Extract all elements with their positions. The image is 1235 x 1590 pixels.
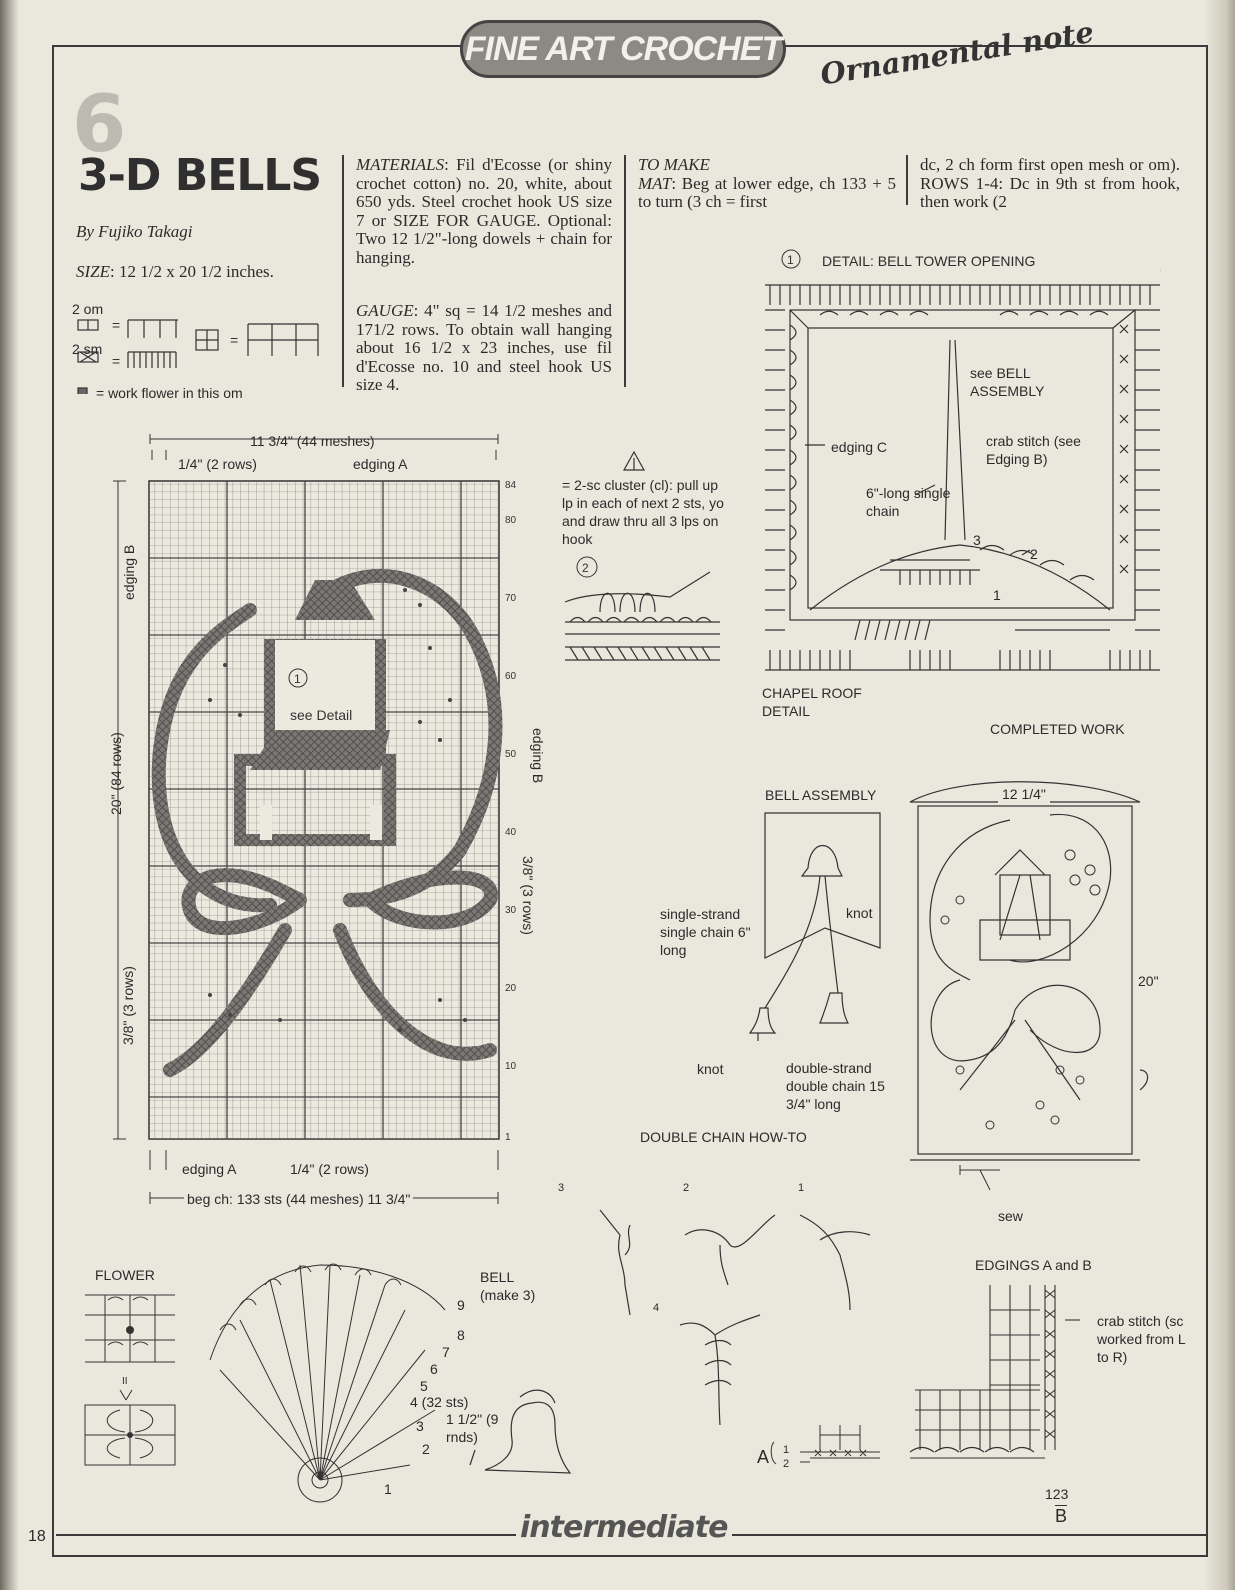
svg-text:50: 50 — [505, 749, 517, 760]
bell-rnd-9: 9 — [457, 1297, 465, 1313]
svg-text:see Detail: see Detail — [290, 707, 353, 723]
svg-text:2: 2 — [582, 561, 589, 575]
bell-rnd-3: 3 — [416, 1418, 424, 1434]
double-strand-label: double-strand double chain 15 3/4" long — [786, 1060, 885, 1112]
svg-text:=: = — [112, 353, 121, 369]
bell-size-label: 1 1/2" (9 rnds) — [446, 1411, 499, 1445]
to-make-paragraph: TO MAKE MAT: Beg at lower edge, ch 133 + 5 to turn (3 ch = first — [638, 155, 896, 211]
chart-edging-a-top: edging A — [353, 456, 408, 472]
chart-height-label: 20" (84 rows) — [108, 732, 124, 815]
double-chain-steps-drawing — [580, 1195, 880, 1435]
edging-a-row-2: 2 — [783, 1458, 790, 1470]
bell-rnd-4: 4 (32 sts) — [410, 1394, 469, 1410]
binding-spine — [0, 0, 18, 1590]
bell-rnd-8: 8 — [457, 1327, 465, 1343]
howto-step-4: 4 — [653, 1302, 660, 1314]
flower-title: FLOWER — [95, 1267, 155, 1283]
bell-title: BELL (make 3) — [480, 1269, 536, 1303]
chart-bottom-rows: 1/4" (2 rows) — [290, 1161, 369, 1177]
edgings-crab-label: crab stitch (sc worked from L to R) — [1097, 1313, 1186, 1365]
chart-left-3rows: 3/8" (3 rows) — [120, 966, 136, 1045]
svg-text:=: = — [230, 332, 239, 348]
svg-text:60: 60 — [505, 671, 517, 682]
svg-text:70: 70 — [505, 593, 517, 604]
size-line: SIZE: 12 1/2 x 20 1/2 inches. — [76, 262, 274, 281]
edging-a-row-1: 1 — [783, 1444, 790, 1456]
chart-width-label: 11 3/4" (44 meshes) — [250, 433, 375, 449]
edgings-title: EDGINGS A and B — [975, 1257, 1092, 1273]
howto-step-1: 1 — [798, 1182, 805, 1194]
edging-b-label: B — [1055, 1506, 1068, 1526]
bell-shape-drawing — [460, 1385, 580, 1485]
howto-step-3: 3 — [558, 1182, 565, 1194]
completed-work-drawing — [900, 770, 1150, 1220]
svg-text:1: 1 — [505, 1132, 511, 1143]
crab-stitch-label: crab stitch (see Edging B) — [986, 433, 1081, 467]
chart-edging-b-right: edging B — [530, 728, 546, 784]
tower-step-1: 1 — [993, 587, 1001, 603]
chart-top-rows: 1/4" (2 rows) — [178, 456, 257, 472]
svg-text:40: 40 — [505, 827, 517, 838]
edging-a-label: A — [757, 1447, 770, 1467]
edging-a-diagram — [770, 1420, 890, 1470]
legend-sm-label: 2 sm — [72, 341, 103, 357]
cluster-diagram — [560, 552, 725, 670]
howto-step-2: 2 — [683, 1182, 690, 1194]
svg-text:1: 1 — [787, 253, 794, 267]
svg-text:10: 10 — [505, 1061, 517, 1072]
flower-chart — [80, 1290, 180, 1470]
chart-edging-b-left: edging B — [121, 544, 137, 600]
filet-chart — [100, 430, 560, 1210]
column-rule-1 — [342, 155, 344, 387]
chart-edging-a-bottom: edging A — [182, 1161, 237, 1177]
svg-text:30: 30 — [505, 905, 517, 916]
cluster-text: = 2-sc cluster (cl): pull up lp in each of next 2 sts, yo and draw thru all 3 lps on hook — [562, 477, 724, 547]
single-strand-label: single-strand single chain 6" long — [660, 906, 751, 958]
chart-right-3rows: 3/8" (3 rows) — [520, 856, 536, 935]
cluster-icon — [622, 450, 646, 474]
sew-label: sew — [998, 1208, 1023, 1224]
tower-step-2: 2 — [1030, 546, 1038, 562]
svg-text:1: 1 — [294, 672, 301, 686]
bell-rnd-1: 1 — [384, 1481, 392, 1497]
single-chain-label: 6"-long single chain — [866, 485, 951, 519]
bell-chart — [200, 1250, 470, 1530]
author: By Fujiko Takagi — [76, 222, 193, 241]
completed-width: 12 1/4" — [998, 785, 1050, 803]
pattern-number: 6 — [72, 80, 127, 170]
double-chain-howto-title: DOUBLE CHAIN HOW-TO — [640, 1129, 807, 1145]
edgings-diagram — [905, 1280, 1095, 1480]
svg-text:80: 80 — [505, 515, 517, 526]
column-rule-2 — [624, 155, 626, 387]
bell-rnd-5: 5 — [420, 1378, 428, 1394]
bell-tower-detail-diagram — [760, 270, 1180, 690]
completed-height: 20" — [1138, 973, 1159, 989]
section-banner: FINE ART CROCHET — [460, 20, 786, 78]
detail-tower-title: DETAIL: BELL TOWER OPENING — [822, 253, 1036, 269]
page-edge — [1205, 0, 1235, 1590]
knot-label-1: knot — [846, 905, 873, 921]
bell-rnd-2: 2 — [422, 1441, 430, 1457]
bell-rnd-6: 6 — [430, 1361, 438, 1377]
legend-flower-text: = work flower in this om — [96, 385, 243, 401]
bell-assembly-title: BELL ASSEMBLY — [765, 787, 877, 803]
detail-1-marker — [780, 248, 802, 270]
legend-symbols — [72, 314, 342, 394]
page-number: 18 — [28, 1528, 46, 1545]
footer-rule-right — [732, 1534, 1208, 1536]
pattern-title: 3-D BELLS — [78, 150, 322, 201]
beginning-chain-label: beg ch: 133 sts (44 meshes) 11 3/4" — [184, 1190, 413, 1208]
svg-text:84: 84 — [505, 480, 517, 491]
knot-label-2: knot — [697, 1061, 724, 1077]
see-bell-assembly: see BELL ASSEMBLY — [970, 365, 1045, 399]
completed-work-title: COMPLETED WORK — [990, 721, 1125, 737]
tower-step-3: 3 — [973, 532, 981, 548]
skill-level: intermediate — [520, 1510, 728, 1545]
gauge-paragraph: GAUGE: 4" sq = 14 1/2 meshes and 171/2 rows. To obtain wall hanging about 16 1/2 x 23 inches, use fil d'Ecosse no. 10 and steel hook US size 4. — [356, 301, 612, 394]
svg-text:20: 20 — [505, 983, 517, 994]
bell-rnd-7: 7 — [442, 1344, 450, 1360]
flower-label: II — [122, 1376, 128, 1387]
footer-rule-left — [56, 1534, 516, 1536]
legend-om-label: 2 om — [72, 301, 104, 317]
edging-c-label: edging C — [831, 439, 888, 455]
column-rule-3 — [906, 155, 908, 205]
ornamental-note-title: Ornamental note — [818, 14, 1097, 92]
chapel-roof-label: CHAPEL ROOF DETAIL — [762, 685, 862, 719]
svg-text:=: = — [112, 317, 121, 333]
edging-b-numbers: 123 — [1045, 1486, 1069, 1502]
materials-paragraph: MATERIALS: Fil d'Ecosse (or shiny crochet cotton) no. 20, white, about 650 yds. Steel crochet hook US size 7 or SIZE FOR GAUGE. Optional: Two 12 1/2"-long dowels + chain for hanging. — [356, 155, 612, 267]
to-make-continued: dc, 2 ch form first open mesh or om). ROWS 1-4: Dc in 9th st from hook, then work (2 — [920, 155, 1180, 211]
